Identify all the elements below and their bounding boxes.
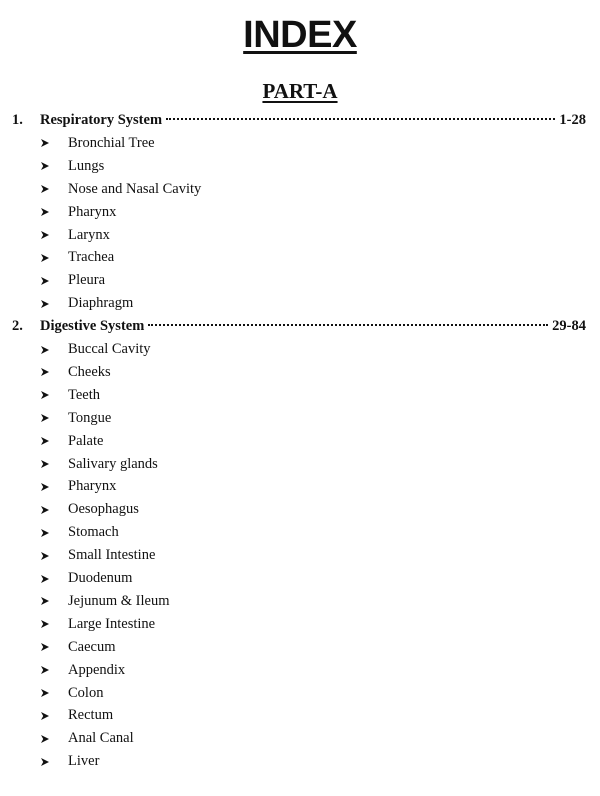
- section-number: 2.: [12, 318, 23, 335]
- toc-item: [40, 132, 155, 155]
- toc-item: [40, 201, 116, 224]
- arrowhead-bullet-icon: [40, 711, 68, 721]
- toc-item-label: Oesophagus: [68, 501, 139, 518]
- arrowhead-bullet-icon: [40, 299, 68, 309]
- toc-item: [40, 727, 134, 750]
- section-page-range: 1-28: [559, 112, 586, 128]
- toc-item: [40, 613, 155, 636]
- section-title: Respiratory System: [40, 112, 163, 128]
- arrowhead-bullet-icon: [40, 482, 68, 492]
- arrowhead-bullet-icon: [40, 459, 68, 469]
- toc-item: [40, 567, 132, 590]
- toc-item-label: Tongue: [68, 409, 112, 426]
- toc-item: [40, 475, 116, 498]
- arrowhead-bullet-icon: [40, 596, 68, 606]
- toc-item: [40, 704, 113, 727]
- toc-item-label: Duodenum: [68, 570, 133, 586]
- arrowhead-bullet-icon: [40, 184, 68, 194]
- section-page-range: 29-84: [552, 318, 586, 335]
- toc-section: [12, 315, 586, 338]
- section-title: Digestive System: [40, 318, 145, 335]
- toc-item-label: Pharynx: [68, 203, 117, 220]
- dot-leader: [166, 118, 555, 120]
- arrowhead-bullet-icon: [40, 230, 68, 240]
- toc-item: [40, 659, 125, 682]
- toc-item: [40, 178, 201, 201]
- toc-item: [40, 246, 114, 269]
- toc-item-label: Diaphragm: [68, 295, 134, 312]
- toc-item-label: Nose and Nasal Cavity: [68, 180, 202, 197]
- toc-item: [40, 430, 103, 453]
- arrowhead-bullet-icon: [40, 551, 68, 561]
- toc-item: [40, 750, 99, 773]
- arrowhead-bullet-icon: [40, 390, 68, 400]
- toc-item: [40, 269, 105, 292]
- toc-item-label: Liver: [68, 753, 100, 770]
- part-heading: PART-A: [262, 79, 338, 103]
- toc-item-label: Stomach: [68, 524, 119, 541]
- arrowhead-bullet-icon: [40, 345, 68, 355]
- arrowhead-bullet-icon: [40, 757, 68, 767]
- arrowhead-bullet-icon: [40, 688, 68, 698]
- arrowhead-bullet-icon: [40, 505, 68, 515]
- toc-section: [12, 109, 586, 132]
- arrowhead-bullet-icon: [40, 528, 68, 538]
- toc-item-label: Pharynx: [68, 478, 117, 495]
- toc-item: [40, 155, 104, 178]
- toc-item-label: Salivary glands: [68, 455, 158, 472]
- toc-item-label: Pleura: [68, 272, 106, 289]
- toc-item-label: Cheeks: [68, 363, 111, 380]
- arrowhead-bullet-icon: [40, 367, 68, 377]
- toc-item-label: Trachea: [68, 249, 115, 266]
- toc-item: [40, 407, 111, 430]
- arrowhead-bullet-icon: [40, 276, 68, 286]
- toc-item: [40, 224, 110, 247]
- arrowhead-bullet-icon: [40, 413, 68, 423]
- arrowhead-bullet-icon: [40, 642, 68, 652]
- page-title: INDEX: [243, 14, 357, 56]
- toc-item: [40, 498, 139, 521]
- toc-item-label: Anal Canal: [68, 730, 134, 747]
- toc-item-label: Jejunum & Ileum: [68, 592, 170, 609]
- arrowhead-bullet-icon: [40, 253, 68, 263]
- toc-item-label: Larynx: [68, 226, 110, 243]
- toc-item-label: Bronchial Tree: [68, 134, 155, 151]
- arrowhead-bullet-icon: [40, 574, 68, 584]
- toc-item-label: Small Intestine: [68, 547, 156, 564]
- arrowhead-bullet-icon: [40, 161, 68, 171]
- arrowhead-bullet-icon: [40, 436, 68, 446]
- toc-item: [40, 521, 119, 544]
- toc-item: [40, 338, 151, 361]
- toc-item-label: Palate: [68, 432, 104, 449]
- arrowhead-bullet-icon: [40, 138, 68, 148]
- toc-item-label: Teeth: [68, 386, 100, 403]
- toc-item: [40, 292, 133, 315]
- toc-item: [40, 682, 103, 705]
- toc-item: [40, 361, 111, 384]
- arrowhead-bullet-icon: [40, 207, 68, 217]
- toc-item: [40, 453, 158, 476]
- toc-item-label: Rectum: [68, 707, 114, 724]
- section-number: 1.: [12, 112, 23, 128]
- toc-item-label: Lungs: [68, 157, 105, 174]
- toc-item-label: Colon: [68, 684, 104, 701]
- arrowhead-bullet-icon: [40, 665, 68, 675]
- dot-leader: [148, 324, 548, 326]
- toc-item-label: Buccal Cavity: [68, 341, 151, 357]
- toc-item: [40, 384, 100, 407]
- toc-item-label: Appendix: [68, 661, 126, 678]
- arrowhead-bullet-icon: [40, 619, 68, 629]
- arrowhead-bullet-icon: [40, 734, 68, 744]
- toc-item: [40, 590, 170, 613]
- toc-item: [40, 544, 155, 567]
- toc-item-label: Caecum: [68, 638, 116, 655]
- toc-item: [40, 636, 116, 659]
- toc-item-label: Large Intestine: [68, 615, 156, 632]
